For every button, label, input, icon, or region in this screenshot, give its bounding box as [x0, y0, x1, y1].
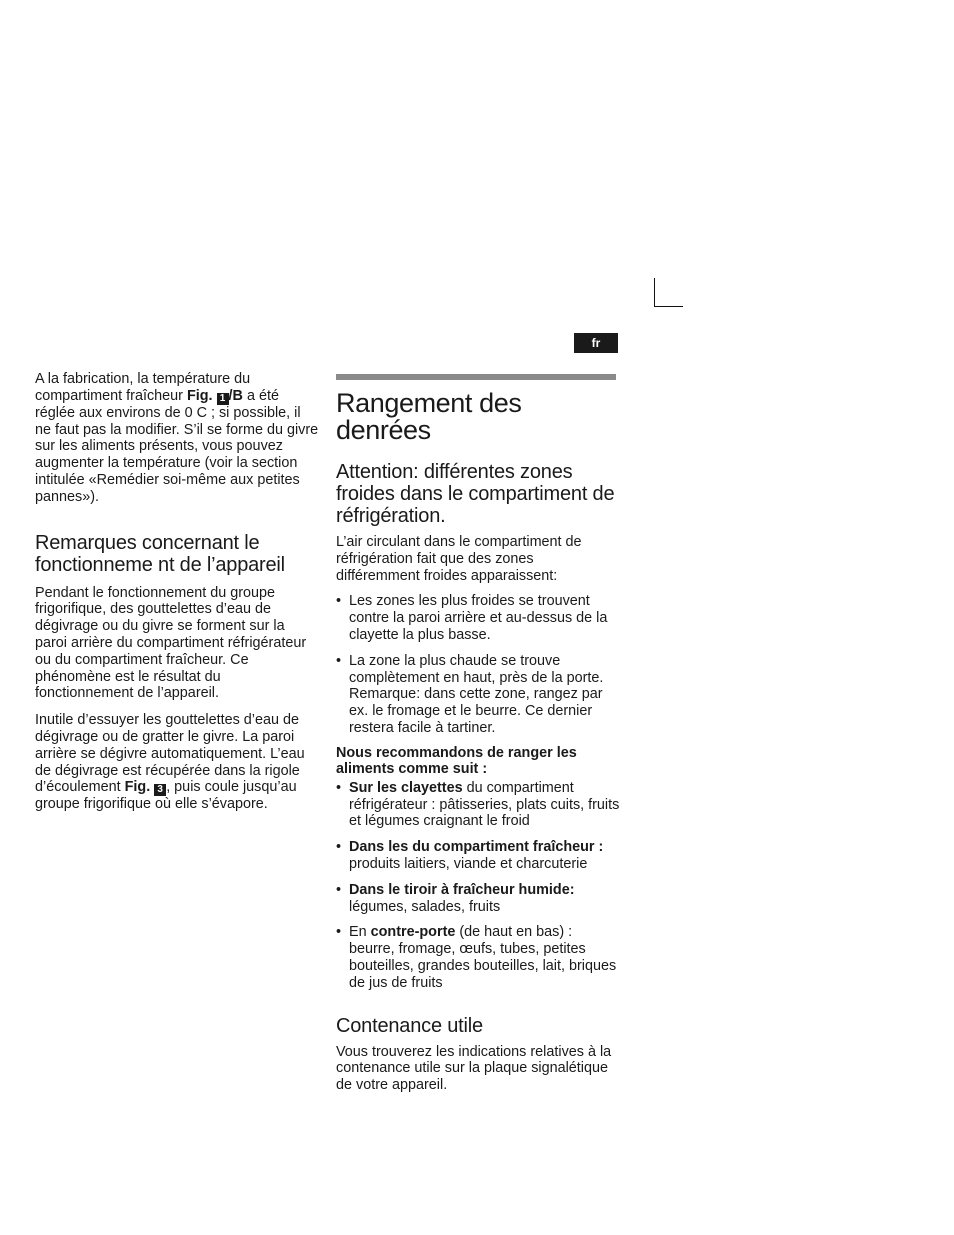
figure-number-box: 3 — [154, 784, 166, 796]
capacity-heading: Contenance utile — [336, 1014, 483, 1037]
crop-mark — [654, 278, 683, 307]
figure-number-box: 1 — [217, 393, 229, 405]
section-title: Rangement des denrées — [336, 388, 522, 445]
list-item: • La zone la plus chaude se trouve complètement en haut, près de la porte. Remarque: dans cette zone, rangez par ex. le fromage et le beurre. Ce dernier restera facile à tartiner. — [336, 653, 620, 737]
right-column — [336, 374, 620, 1094]
defrost-paragraph: Inutile d’essuyer les gouttelettes d’eau de dégivrage ou de gratter le givre. La paroi arrière se dégivre automatiquement. L’eau de dégivrage est récupérée dans la rigole d’écoulement Fig. 3 , puis coule jusqu’au groupe frigorifique où elle s’évapore. — [35, 712, 305, 813]
cold-zones-intro: L’air circulant dans le compartiment de réfrigération fait que des zones différemment froides apparaissent: — [336, 534, 582, 584]
language-badge: fr — [574, 333, 618, 353]
fig-reference: Fig. 3 — [125, 779, 167, 795]
recommend-heading: Nous recommandons de ranger les aliments comme suit : — [336, 744, 577, 777]
list-item: • En contre-porte (de haut en bas) : beurre, fromage, œufs, tubes, petites bouteilles, grandes bouteilles, lait, briques de jus de fruits — [336, 924, 620, 991]
capacity-paragraph: Vous trouverez les indications relatives à la contenance utile sur la plaque signalétique de votre appareil. — [336, 1043, 612, 1094]
fig-reference: Fig. 1 /B — [186, 387, 243, 404]
notes-heading: Remarques concernant le fonctionneme nt de l’appareil — [35, 531, 285, 576]
intro-paragraph: A la fabrication, la température du compartiment fraîcheur Fig. 1 /B a été réglée aux environs de 0 C ; si possible, il ne faut pas la modifier. S’il se forme du givre sur les aliments présents, vous pouvez augmenter la température (voir la section intitulée «Remédier soi-même aux petites pannes»). — [35, 371, 319, 505]
left-column — [35, 371, 319, 813]
list-item: • Sur les clayettes du compartiment réfrigérateur : pâtisseries, plats cuits, fruits et légumes craignant le froid — [336, 780, 620, 830]
recommend-list — [336, 780, 620, 992]
section-rule — [336, 374, 616, 380]
zones-list — [336, 593, 620, 736]
attention-heading: Attention: différentes zones froides dans le compartiment de réfrigération. — [336, 461, 615, 527]
list-item: • Les zones les plus froides se trouvent contre la paroi arrière et au-dessus de la clayette la plus basse. — [336, 593, 620, 643]
operation-paragraph: Pendant le fonctionnement du groupe frigorifique, des gouttelettes d’eau de dégivrage ou du givre se forment sur la paroi arrière du compartiment réfrigérateur ou du compartiment fraîcheur. Ce phénomène est le résultat du fonctionnement de l’appareil. — [35, 584, 307, 702]
list-item: • Dans les du compartiment fraîcheur : produits laitiers, viande et charcuterie — [336, 839, 620, 873]
list-item: • Dans le tiroir à fraîcheur humide: légumes, salades, fruits — [336, 882, 620, 916]
